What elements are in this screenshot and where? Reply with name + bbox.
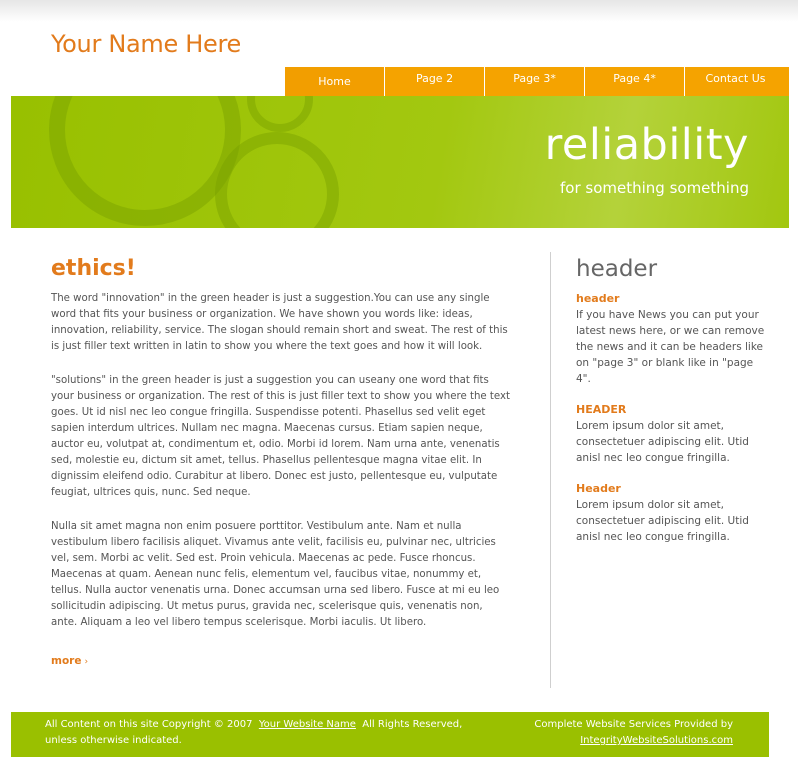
sidebar xyxy=(576,256,766,561)
sidebar-block-title: HEADER xyxy=(576,403,627,416)
sidebar-block-text: If you have News you can put your latest news here, or we can remove the news and it can be headers like on "page 3" or blank like in "page 4". xyxy=(576,309,765,385)
main-paragraph: Nulla sit amet magna non enim posuere porttitor. Vestibulum ante. Nam et nulla vestibulum libero facilisis aliquet. Vivamus ante velit, facilisis eu, pulvinar nec, ultricies vel, sem. Morbi ac velit. Sed est. Proin vehicula. Maecenas ac pede. Fusce rhoncus. Maecenas at quam. Aenean nunc felis, elementum vel, faucibus vitae, nonummy et, tellus. Nulla auctor venenatis urna. Donec accumsan urna sed libero. Fusce at mi eu leo sollicitudin adipiscing. Ut metus purus, gravida nec, scelerisque quis, venenatis non, ante. Aliquam a leo vel libero tempus scelerisque. Morbi iaculis. Ut libero. xyxy=(51,521,500,628)
more-link-label: more xyxy=(51,655,82,667)
chevron-right-icon: › xyxy=(84,657,89,667)
footer-copyright xyxy=(45,717,485,749)
footer-services xyxy=(473,717,733,749)
main-heading: ethics! xyxy=(51,256,136,281)
column-divider xyxy=(550,252,551,688)
website-name-link[interactable]: Your Website Name xyxy=(258,719,356,730)
nav-home[interactable]: Home xyxy=(285,67,385,96)
sidebar-block-title: header xyxy=(576,292,620,305)
copyright-suffix: All Rights Reserved, unless otherwise indicated. xyxy=(45,719,463,746)
sidebar-block-text: Lorem ipsum dolor sit amet, consectetuer adipiscing elit. Utid anisl nec leo congue fringilla. xyxy=(576,499,749,543)
hero-banner xyxy=(11,96,789,228)
main-paragraph: The word "innovation" in the green header is just a suggestion.You can use any single word that fits your business or organization. We have shown you words like: ideas, innovation, reliability, service. The slogan should remain short and sweat. The rest of this is just filler text written in latin to show you where the text goes and how it will look. xyxy=(51,293,508,352)
services-link[interactable]: IntegrityWebsiteSolutions.com xyxy=(580,735,733,746)
top-gradient xyxy=(0,0,798,22)
footer xyxy=(11,712,769,757)
site-title: Your Name Here xyxy=(51,30,242,58)
sidebar-block-title: Header xyxy=(576,482,621,495)
nav-page-3[interactable]: Page 3* xyxy=(485,67,585,96)
copyright-prefix: All Content on this site Copyright © 2007 xyxy=(45,719,253,730)
decorative-ring xyxy=(247,96,313,132)
more-link[interactable] xyxy=(51,655,88,667)
decorative-ring xyxy=(49,96,241,226)
main-content xyxy=(51,256,511,668)
services-text: Complete Website Services Provided by xyxy=(534,719,733,730)
nav-contact-us[interactable]: Contact Us xyxy=(705,72,766,85)
banner-subtitle: for something something xyxy=(560,179,749,197)
main-paragraph: "solutions" in the green header is just a suggestion you can useany one word that fits your business or organization. The rest of this is just filler text to show you where the text goes. Ut id nisl nec leo congue fringilla. Suspendisse potenti. Phasellus sed velit eget sapien interdum ultrices. Nullam nec magna. Maecenas cursus. Etiam sapien neque, auctor eu, volutpat at, condimentum et, odio. Morbi id lorem. Nam urna ante, venenatis sed, molestie eu, dictum sit amet, tellus. Phasellus pellentesque magna vitae elit. In dignissim eleifend odio. Curabitur at libero. Donec est justo, pellentesque eu, vulputate feugiat, ultrices quis, nunc. Sed neque. xyxy=(51,375,511,498)
sidebar-heading: header xyxy=(576,256,658,282)
nav-page-2[interactable]: Page 2 xyxy=(385,67,485,96)
main-nav xyxy=(285,67,789,96)
banner-title: reliability xyxy=(544,120,749,170)
nav-page-4[interactable]: Page 4* xyxy=(585,67,685,96)
sidebar-block-text: Lorem ipsum dolor sit amet, consectetuer adipiscing elit. Utid anisl nec leo congue fringilla. xyxy=(576,420,749,464)
